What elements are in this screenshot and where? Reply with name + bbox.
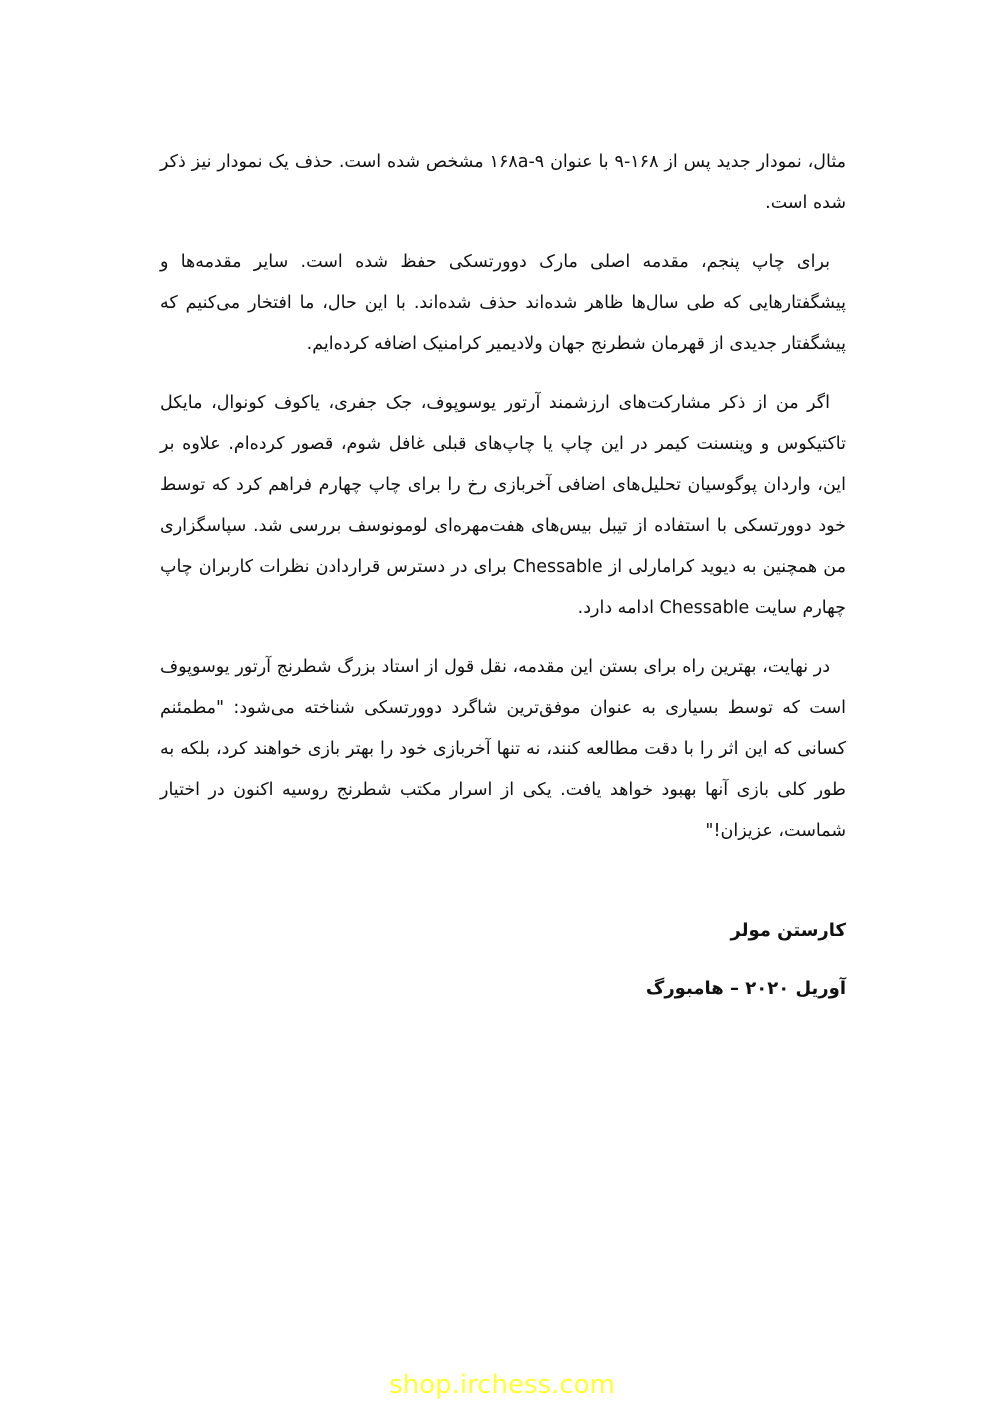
paragraph-2: برای چاپ پنجم، مقدمه اصلی مارک دوورتسکی حفظ شده است. سایر مقدمه‌ها و پیشگفتارهایی که طی سال‌ها ظاهر شده‌اند حذف شده‌اند. با این حال، ما افتخار می‌کنیم که پیشگفتار جدیدی از قهرمان شطرنج جهان ولادیمیر کرامنیک اضافه کرده‌ایم.: [160, 252, 846, 354]
signature-date-place: آوریل ۲۰۲۰ – هامبورگ: [645, 978, 846, 999]
footer-watermark: shop.irchess.com: [389, 1370, 615, 1400]
paragraph-1: مثال، نمودار جدید پس از ۱۶۸-۹ با عنوان ۱۶۸a-۹ مشخص شده است. حذف یک نمودار نیز ذکر شده است.: [160, 152, 846, 213]
paragraph-4: در نهایت، بهترین راه برای بستن این مقدمه، نقل قول از استاد بزرگ شطرنج آرتور یوسوپوف است که توسط بسیاری به عنوان موفق‌ترین شاگرد دوورتسکی شناخته می‌شود: "مطمئنم کسانی که این اثر را با دقت مطالعه کنند، نه تنها آخربازی خود را بهتر بازی خواهند کرد، بلکه به طور کلی بازی آنها بهبود خواهد یافت. یکی از اسرار مکتب شطرنج روسیه اکنون در اختیار شماست، عزیزان!": [160, 657, 846, 841]
paragraph-3: اگر من از ذکر مشارکت‌های ارزشمند آرتور یوسوپوف، جک جفری، یاکوف کونوال، مایکل تاکتیکوس و وینسنت کیمر در این چاپ یا چاپ‌های قبلی غافل شوم، قصور کرده‌ام. علاوه بر این، واردان پوگوسیان تحلیل‌های اضافی آخربازی رخ را برای چاپ چهارم فراهم کرد که توسط خود دوورتسکی با استفاده از تیبل بیس‌های هفت‌مهره‌ای لومونوسف بررسی شد. سپاسگزاری من همچنین به دیوید کرامارلی از Chessable برای در دسترس قراردادن نظرات کاربران چاپ چهارم سایت Chessable ادامه دارد.: [160, 393, 846, 618]
signature-block: [646, 902, 846, 1018]
signature-name: کارستن مولر: [730, 920, 846, 941]
preface-body: [160, 142, 846, 870]
